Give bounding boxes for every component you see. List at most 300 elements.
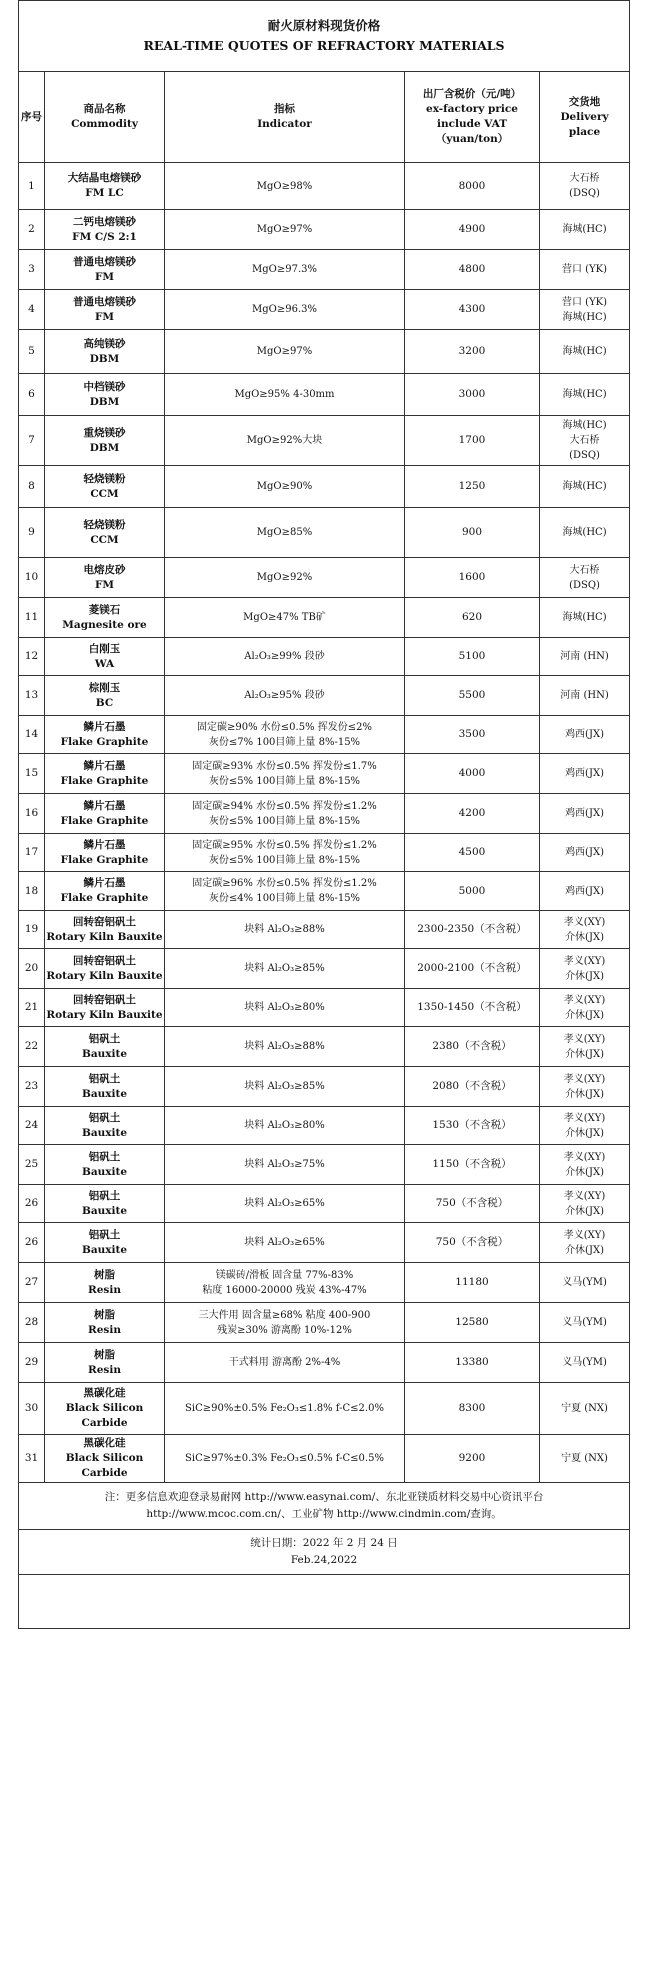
commodity-name-en: Rotary Kiln Bauxite (46, 969, 163, 982)
delivery-place-line: 孝义(XY) (563, 1229, 606, 1241)
indicator-cell (165, 466, 405, 508)
commodity-name-en: Flake Graphite (60, 814, 149, 827)
row-number: 12 (19, 638, 45, 676)
commodity-name-en: Flake Graphite (60, 853, 149, 866)
commodity-cell (45, 558, 165, 598)
indicator-cell (165, 1107, 405, 1145)
delivery-place-line: 介休(JX) (565, 931, 604, 943)
price-cell: 12580 (405, 1303, 540, 1343)
commodity-name-en: Bauxite (81, 1126, 128, 1139)
table-row (19, 911, 630, 949)
title-en: REAL-TIME QUOTES OF REFRACTORY MATERIALS (143, 38, 505, 53)
row-number: 21 (19, 989, 45, 1027)
commodity-name-en: Flake Graphite (60, 892, 149, 904)
commodity-name-en: Flake Graphite (60, 774, 149, 787)
delivery-place-cell (540, 1435, 630, 1483)
commodity-name-cn: 白刚玉 (88, 642, 121, 655)
indicator-line: 固定碳≥93% 水份≤0.5% 挥发份≤1.7% (192, 760, 377, 772)
indicator-cell (165, 330, 405, 374)
indicator-cell (165, 872, 405, 911)
footer-date-cn: 统计日期：2022 年 2 月 24 日 (250, 1537, 398, 1549)
delivery-place-cell (540, 416, 630, 466)
delivery-place-cell (540, 558, 630, 598)
indicator-cell (165, 716, 405, 754)
header-indicator-en: Indicator (257, 118, 312, 130)
commodity-cell (45, 374, 165, 416)
table-row (19, 1067, 630, 1107)
delivery-place-line: (DSQ) (569, 579, 600, 591)
delivery-place-cell (540, 638, 630, 676)
delivery-place-cell (540, 290, 630, 330)
header-place-en-1: Delivery (560, 110, 609, 123)
table-title (19, 1, 630, 72)
header-no: 序号 (19, 72, 45, 163)
delivery-place-cell (540, 1263, 630, 1303)
delivery-place-cell (540, 1027, 630, 1067)
price-cell: 13380 (405, 1343, 540, 1383)
commodity-name-cn: 铝矾土 (88, 1150, 121, 1163)
commodity-cell (45, 1107, 165, 1145)
indicator-cell (165, 1067, 405, 1107)
price-cell: 5000 (405, 872, 540, 911)
price-cell: 4000 (405, 754, 540, 794)
indicator-line: SiC≥90%±0.5% Fe₂O₃≤1.8% f-C≤2.0% (185, 1403, 384, 1414)
delivery-place-line: 孝义(XY) (563, 994, 606, 1006)
delivery-place-line: (DSQ) (569, 188, 600, 199)
row-number: 13 (19, 676, 45, 716)
footer-note (19, 1483, 630, 1530)
table-row (19, 374, 630, 416)
indicator-line: 块料 Al₂O₃≥85% (244, 963, 325, 974)
delivery-place-cell (540, 163, 630, 210)
commodity-name-cn: 黑碳化硅 (83, 1437, 126, 1449)
row-number: 5 (19, 330, 45, 374)
footer-date (19, 1530, 630, 1575)
header-indicator-cn: 指标 (274, 103, 295, 115)
header-commodity-cn: 商品名称 (83, 103, 126, 115)
price-cell: 1530（不含税） (405, 1107, 540, 1145)
table-row (19, 1435, 630, 1483)
delivery-place-line: 海城(HC) (562, 612, 607, 623)
price-cell: 620 (405, 598, 540, 638)
commodity-name-cn: 鳞片石墨 (83, 838, 126, 851)
table-row (19, 716, 630, 754)
row-number: 29 (19, 1343, 45, 1383)
commodity-cell (45, 508, 165, 558)
delivery-place-cell (540, 872, 630, 911)
indicator-line: 干式料用 游离酚 2%-4% (228, 1357, 341, 1368)
commodity-cell (45, 638, 165, 676)
indicator-line: MgO≥90% (256, 481, 313, 492)
indicator-line: MgO≥85% (256, 527, 313, 538)
table-row (19, 1027, 630, 1067)
indicator-line: 块料 Al₂O₃≥65% (244, 1237, 325, 1248)
commodity-cell (45, 290, 165, 330)
price-cell: 750（不含税） (405, 1185, 540, 1223)
indicator-cell (165, 754, 405, 794)
commodity-name-en: Rotary Kiln Bauxite (46, 1008, 163, 1021)
commodity-name-cn: 普通电熔镁砂 (73, 295, 136, 308)
indicator-line: 灰份≤5% 100目筛上量 8%-15% (208, 815, 361, 827)
indicator-line: MgO≥92% (256, 572, 313, 583)
price-cell: 1600 (405, 558, 540, 598)
indicator-line: SiC≥97%±0.3% Fe₂O₃≤0.5% f-C≤0.5% (185, 1453, 384, 1464)
delivery-place-line: 大石桥 (569, 435, 600, 446)
indicator-line: 块料 Al₂O₃≥80% (244, 1120, 325, 1131)
delivery-place-line: 孝义(XY) (563, 1073, 606, 1085)
row-number: 17 (19, 834, 45, 872)
indicator-line: 三大件用 固含量≥68% 粘度 400-900 (198, 1309, 371, 1321)
commodity-name-cn: 树脂 (94, 1348, 115, 1361)
commodity-cell (45, 1223, 165, 1263)
price-cell: 900 (405, 508, 540, 558)
commodity-name-cn: 回转窑铝矾土 (73, 993, 136, 1006)
header-price-line-1: 出厂含税价（元/吨） (422, 88, 522, 100)
row-number: 26 (19, 1223, 45, 1263)
delivery-place-line: 介休(JX) (565, 970, 604, 982)
delivery-place-cell (540, 1303, 630, 1343)
commodity-cell (45, 834, 165, 872)
commodity-name-en: Bauxite (81, 1243, 128, 1256)
delivery-place-cell (540, 508, 630, 558)
indicator-line: MgO≥92%大块 (246, 435, 323, 446)
delivery-place-cell (540, 911, 630, 949)
price-cell: 1150（不含税） (405, 1145, 540, 1185)
header-commodity-en: Commodity (71, 118, 138, 130)
commodity-name-en: Bauxite (81, 1204, 128, 1217)
price-cell: 4500 (405, 834, 540, 872)
delivery-place-cell (540, 794, 630, 834)
delivery-place-cell (540, 1067, 630, 1107)
price-cell: 2300-2350（不含税） (405, 911, 540, 949)
table-row (19, 1107, 630, 1145)
delivery-place-cell (540, 834, 630, 872)
commodity-name-cn: 重烧镁砂 (83, 426, 126, 439)
header-price-line-4: （yuan/ton） (435, 133, 509, 145)
row-number: 20 (19, 949, 45, 989)
footer-note-row (19, 1483, 630, 1530)
row-number: 10 (19, 558, 45, 598)
commodity-name-cn: 回转窑铝矾土 (73, 915, 136, 928)
indicator-cell (165, 1223, 405, 1263)
delivery-place-line: 孝义(XY) (563, 1151, 606, 1163)
indicator-cell (165, 794, 405, 834)
commodity-name-cn: 铝矾土 (88, 1228, 121, 1241)
delivery-place-line: 孝义(XY) (563, 1190, 606, 1202)
delivery-place-line: 海城(HC) (562, 389, 607, 400)
row-number: 8 (19, 466, 45, 508)
table-row (19, 1185, 630, 1223)
commodity-name-en: Black Silicon Carbide (65, 1402, 144, 1429)
table-row (19, 330, 630, 374)
delivery-place-line: 海城(HC) (562, 481, 607, 492)
commodity-name-en: FM LC (85, 187, 124, 199)
indicator-cell (165, 911, 405, 949)
delivery-place-line: 海城(HC) (562, 346, 607, 357)
price-cell: 11180 (405, 1263, 540, 1303)
row-number: 14 (19, 716, 45, 754)
commodity-cell (45, 1145, 165, 1185)
row-number: 15 (19, 754, 45, 794)
row-number: 1 (19, 163, 45, 210)
commodity-name-cn: 大结晶电熔镁砂 (67, 172, 142, 184)
delivery-place-line: 海城(HC) (562, 527, 607, 538)
commodity-cell (45, 1383, 165, 1435)
commodity-name-cn: 鳞片石墨 (83, 877, 126, 889)
delivery-place-line: 河南 (HN) (560, 651, 609, 662)
indicator-line: 粘度 16000-20000 残炭 43%-47% (202, 1284, 367, 1296)
table-row (19, 210, 630, 250)
indicator-line: 灰份≤5% 100目筛上量 8%-15% (208, 775, 361, 787)
commodity-name-cn: 轻烧镁粉 (83, 472, 126, 485)
delivery-place-cell (540, 374, 630, 416)
commodity-name-cn: 树脂 (94, 1308, 115, 1321)
indicator-cell (165, 374, 405, 416)
delivery-place-line: 鸡西(JX) (565, 768, 604, 779)
indicator-cell (165, 163, 405, 210)
footer-date-row (19, 1530, 630, 1575)
commodity-name-cn: 铝矾土 (88, 1189, 121, 1202)
indicator-cell (165, 1383, 405, 1435)
indicator-line: Al₂O₃≥95% 段砂 (244, 690, 325, 701)
row-number: 24 (19, 1107, 45, 1145)
table-row (19, 416, 630, 466)
delivery-place-line: 营口 (YK) (562, 264, 608, 275)
delivery-place-line: 营口 (YK) (562, 296, 608, 308)
delivery-place-line: 介休(JX) (565, 1205, 604, 1217)
delivery-place-cell (540, 1107, 630, 1145)
commodity-cell (45, 1435, 165, 1483)
price-cell: 5500 (405, 676, 540, 716)
delivery-place-cell (540, 676, 630, 716)
indicator-line: 灰份≤4% 100目筛上量 8%-15% (208, 893, 361, 904)
indicator-cell (165, 508, 405, 558)
commodity-name-en: Bauxite (81, 1087, 128, 1100)
delivery-place-line: 孝义(XY) (563, 916, 606, 928)
delivery-place-cell (540, 598, 630, 638)
price-cell: 2000-2100（不含税） (405, 949, 540, 989)
delivery-place-line: 介休(JX) (565, 1244, 604, 1256)
commodity-name-cn: 棕刚玉 (88, 681, 121, 694)
commodity-name-en: DBM (89, 352, 120, 365)
indicator-line: 固定碳≥96% 水份≤0.5% 挥发份≤1.2% (192, 878, 377, 889)
commodity-name-en: FM (94, 310, 115, 323)
table-row (19, 754, 630, 794)
header-commodity (45, 72, 165, 163)
delivery-place-cell (540, 949, 630, 989)
table-row (19, 1145, 630, 1185)
row-number: 16 (19, 794, 45, 834)
row-number: 25 (19, 1145, 45, 1185)
commodity-cell (45, 872, 165, 911)
commodity-name-cn: 鳞片石墨 (83, 759, 126, 772)
delivery-place-line: 孝义(XY) (563, 1112, 606, 1124)
delivery-place-line: 宁夏 (NX) (561, 1403, 608, 1414)
delivery-place-line: 鸡西(JX) (565, 847, 604, 858)
delivery-place-cell (540, 466, 630, 508)
price-cell: 1350-1450（不含税） (405, 989, 540, 1027)
delivery-place-line: 海城(HC) (562, 420, 607, 431)
table-row (19, 949, 630, 989)
indicator-cell (165, 210, 405, 250)
commodity-name-en: FM C/S 2:1 (72, 230, 137, 243)
commodity-cell (45, 598, 165, 638)
commodity-name-en: Bauxite (81, 1047, 128, 1060)
indicator-line: 块料 Al₂O₃≥85% (244, 1081, 325, 1092)
commodity-cell (45, 949, 165, 989)
delivery-place-line: 孝义(XY) (563, 1033, 606, 1045)
commodity-cell (45, 676, 165, 716)
row-number: 7 (19, 416, 45, 466)
indicator-line: 镁碳砖/滑板 固含量 77%-83% (215, 1269, 354, 1281)
table-row (19, 834, 630, 872)
price-cell: 1250 (405, 466, 540, 508)
indicator-line: 固定碳≥95% 水份≤0.5% 挥发份≤1.2% (192, 839, 377, 851)
commodity-name-cn: 高纯镁砂 (83, 337, 126, 350)
row-number: 30 (19, 1383, 45, 1435)
indicator-line: MgO≥97% (256, 346, 313, 357)
commodity-cell (45, 754, 165, 794)
delivery-place-cell (540, 1185, 630, 1223)
table-row (19, 508, 630, 558)
table-row (19, 1223, 630, 1263)
delivery-place-line: 海城(HC) (562, 311, 607, 323)
commodity-cell (45, 911, 165, 949)
commodity-name-cn: 鳞片石墨 (83, 720, 126, 733)
commodity-cell (45, 1027, 165, 1067)
row-number: 18 (19, 872, 45, 911)
header-place (540, 72, 630, 163)
commodity-name-cn: 黑碳化硅 (83, 1387, 126, 1399)
price-cell: 2080（不含税） (405, 1067, 540, 1107)
table-row (19, 558, 630, 598)
indicator-cell (165, 949, 405, 989)
indicator-cell (165, 416, 405, 466)
price-cell: 5100 (405, 638, 540, 676)
price-cell: 4900 (405, 210, 540, 250)
commodity-cell (45, 250, 165, 290)
price-cell: 9200 (405, 1435, 540, 1483)
row-number: 23 (19, 1067, 45, 1107)
header-price-line-3: include VAT (436, 118, 508, 130)
header-price (405, 72, 540, 163)
row-number: 26 (19, 1185, 45, 1223)
row-number: 27 (19, 1263, 45, 1303)
commodity-name-en: Resin (88, 1323, 121, 1336)
row-number: 3 (19, 250, 45, 290)
commodity-name-cn: 树脂 (94, 1268, 115, 1281)
indicator-line: 块料 Al₂O₃≥75% (244, 1159, 325, 1170)
commodity-name-cn: 普通电熔镁砂 (73, 255, 136, 268)
table-row (19, 872, 630, 911)
indicator-line: 灰份≤7% 100目筛上量 8%-15% (208, 736, 361, 748)
indicator-line: 块料 Al₂O₃≥80% (244, 1002, 325, 1013)
commodity-name-en: Black Silicon Carbide (65, 1452, 144, 1479)
row-number: 28 (19, 1303, 45, 1343)
table-row (19, 250, 630, 290)
indicator-cell (165, 250, 405, 290)
indicator-cell (165, 1263, 405, 1303)
delivery-place-cell (540, 989, 630, 1027)
delivery-place-cell (540, 250, 630, 290)
indicator-cell (165, 989, 405, 1027)
row-number: 31 (19, 1435, 45, 1483)
price-cell: 8300 (405, 1383, 540, 1435)
table-row (19, 1343, 630, 1383)
footer-note-line-1: 注：更多信息欢迎登录易耐网 http://www.easynai.com/、东北亚镁质材料交易中心资讯平台 (104, 1491, 544, 1503)
indicator-line: 块料 Al₂O₃≥65% (244, 1198, 325, 1209)
indicator-cell (165, 598, 405, 638)
commodity-name-cn: 铝矾土 (88, 1072, 121, 1085)
indicator-cell (165, 1185, 405, 1223)
footer-date-en: Feb.24,2022 (290, 1554, 358, 1566)
price-cell: 3500 (405, 716, 540, 754)
indicator-line: MgO≥96.3% (252, 304, 317, 315)
delivery-place-line: 鸡西(JX) (565, 885, 604, 897)
delivery-place-line: 介休(JX) (565, 1048, 604, 1060)
delivery-place-cell (540, 1343, 630, 1383)
commodity-name-en: Flake Graphite (60, 735, 149, 748)
delivery-place-cell (540, 210, 630, 250)
row-number: 19 (19, 911, 45, 949)
indicator-cell (165, 1027, 405, 1067)
table-row (19, 676, 630, 716)
table-row (19, 1383, 630, 1435)
header-indicator (165, 72, 405, 163)
commodity-name-cn: 铝矾土 (88, 1032, 121, 1045)
delivery-place-line: 河南 (HN) (560, 690, 609, 701)
commodity-name-en: DBM (89, 395, 120, 408)
indicator-cell (165, 290, 405, 330)
price-sheet (18, 0, 629, 1963)
row-number: 9 (19, 508, 45, 558)
indicator-line: 残炭≥30% 游离酚 10%-12% (217, 1324, 352, 1336)
commodity-name-en: CCM (90, 533, 119, 546)
price-cell: 4200 (405, 794, 540, 834)
delivery-place-line: 介休(JX) (565, 1009, 604, 1021)
price-cell: 4300 (405, 290, 540, 330)
commodity-name-cn: 铝矾土 (88, 1111, 121, 1124)
indicator-line: 块料 Al₂O₃≥88% (244, 1041, 325, 1052)
commodity-name-en: BC (95, 696, 114, 709)
commodity-cell (45, 716, 165, 754)
table-row (19, 1263, 630, 1303)
price-cell: 8000 (405, 163, 540, 210)
indicator-cell (165, 1303, 405, 1343)
commodity-cell (45, 989, 165, 1027)
row-number: 11 (19, 598, 45, 638)
row-number: 6 (19, 374, 45, 416)
price-cell: 3000 (405, 374, 540, 416)
delivery-place-line: 介休(JX) (565, 1127, 604, 1139)
delivery-place-cell (540, 330, 630, 374)
delivery-place-cell (540, 1383, 630, 1435)
table-row (19, 794, 630, 834)
commodity-name-cn: 回转窑铝矾土 (73, 954, 136, 967)
indicator-line: MgO≥95% 4-30mm (234, 389, 335, 400)
delivery-place-line: 宁夏 (NX) (561, 1453, 608, 1464)
commodity-cell (45, 1303, 165, 1343)
blank-row (19, 1575, 630, 1629)
indicator-cell (165, 1435, 405, 1483)
commodity-cell (45, 1263, 165, 1303)
row-number: 2 (19, 210, 45, 250)
commodity-name-cn: 轻烧镁粉 (83, 518, 126, 531)
indicator-line: MgO≥47% TB矿 (243, 612, 326, 623)
commodity-name-cn: 二钙电熔镁砂 (73, 215, 136, 228)
price-cell: 750（不含税） (405, 1223, 540, 1263)
table-row (19, 290, 630, 330)
